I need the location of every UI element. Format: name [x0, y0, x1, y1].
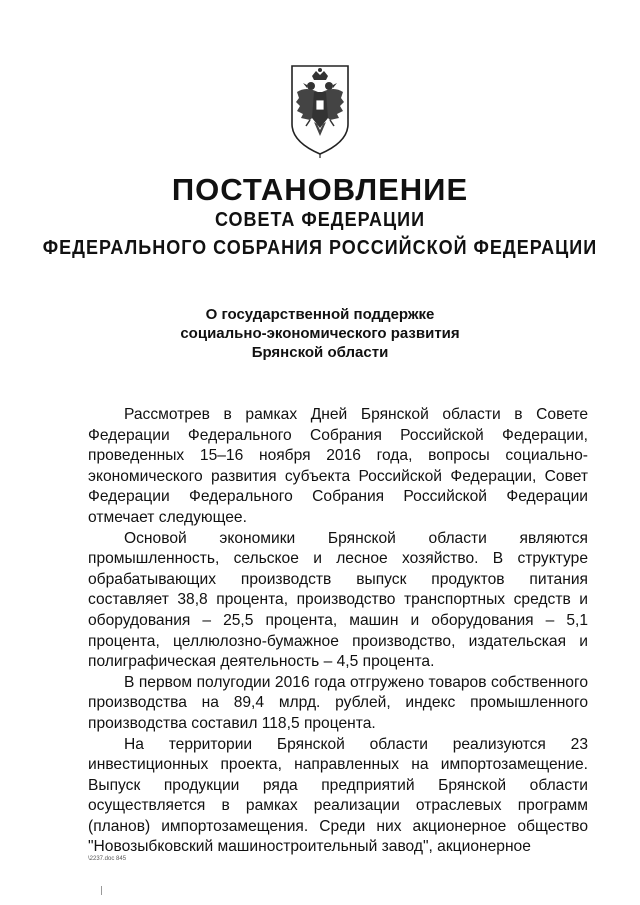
- coat-of-arms-icon: [284, 62, 356, 158]
- body-paragraph: Основой экономики Брянской области являются промышленность, сельское и лесное хозяйство. В структуре обрабатывающих производств выпуск продуктов питания составляет 38,8 процента, производство транспортных средств и оборудования – 25,5 процента, машин и оборудования – 5,1 процента, целлюлозно-бумажное производство, издательская и полиграфическая деятельность – 4,5 процента.: [88, 529, 588, 671]
- subject-line: Брянской области: [251, 344, 389, 361]
- document-type-title: ПОСТАНОВЛЕНИЕ: [171, 172, 469, 207]
- document-code: \2237.doc 845: [88, 856, 127, 862]
- subject-line: социально-экономического развития: [180, 325, 460, 342]
- subject-line: О государственной поддержке: [205, 306, 435, 323]
- document-body: [88, 405, 588, 858]
- document-subject: [0, 305, 640, 362]
- body-paragraph: На территории Брянской области реализуются 23 инвестиционных проекта, направленных на импортозамещение. Выпуск продукции ряда предприятий Брянской области осуществляется в рамках реализации отраслевых программ (планов) импортозамещения. Среди них акционерное общество "Новозыбковский машиностроительный завод", акционерное: [88, 735, 588, 856]
- issuing-body-line1: СОВЕТА ФЕДЕРАЦИИ: [214, 207, 426, 231]
- issuing-body-line2: ФЕДЕРАЛЬНОГО СОБРАНИЯ РОССИЙСКОЙ ФЕДЕРАЦИИ: [42, 235, 598, 259]
- body-paragraph: В первом полугодии 2016 года отгружено товаров собственного производства на 89,4 млрд. рублей, индекс промышленного производства составил 118,5 процента.: [88, 673, 588, 732]
- body-paragraph: Рассмотрев в рамках Дней Брянской области в Совете Федерации Федерального Собрания Российской Федерации, проведенных 15–16 ноября 2016 года, вопросы социально-экономического развития субъекта Российской Федерации, Совет Федерации Федерального Собрания Российской Федерации отмечает следующее.: [88, 406, 588, 526]
- scan-mark: [101, 886, 102, 895]
